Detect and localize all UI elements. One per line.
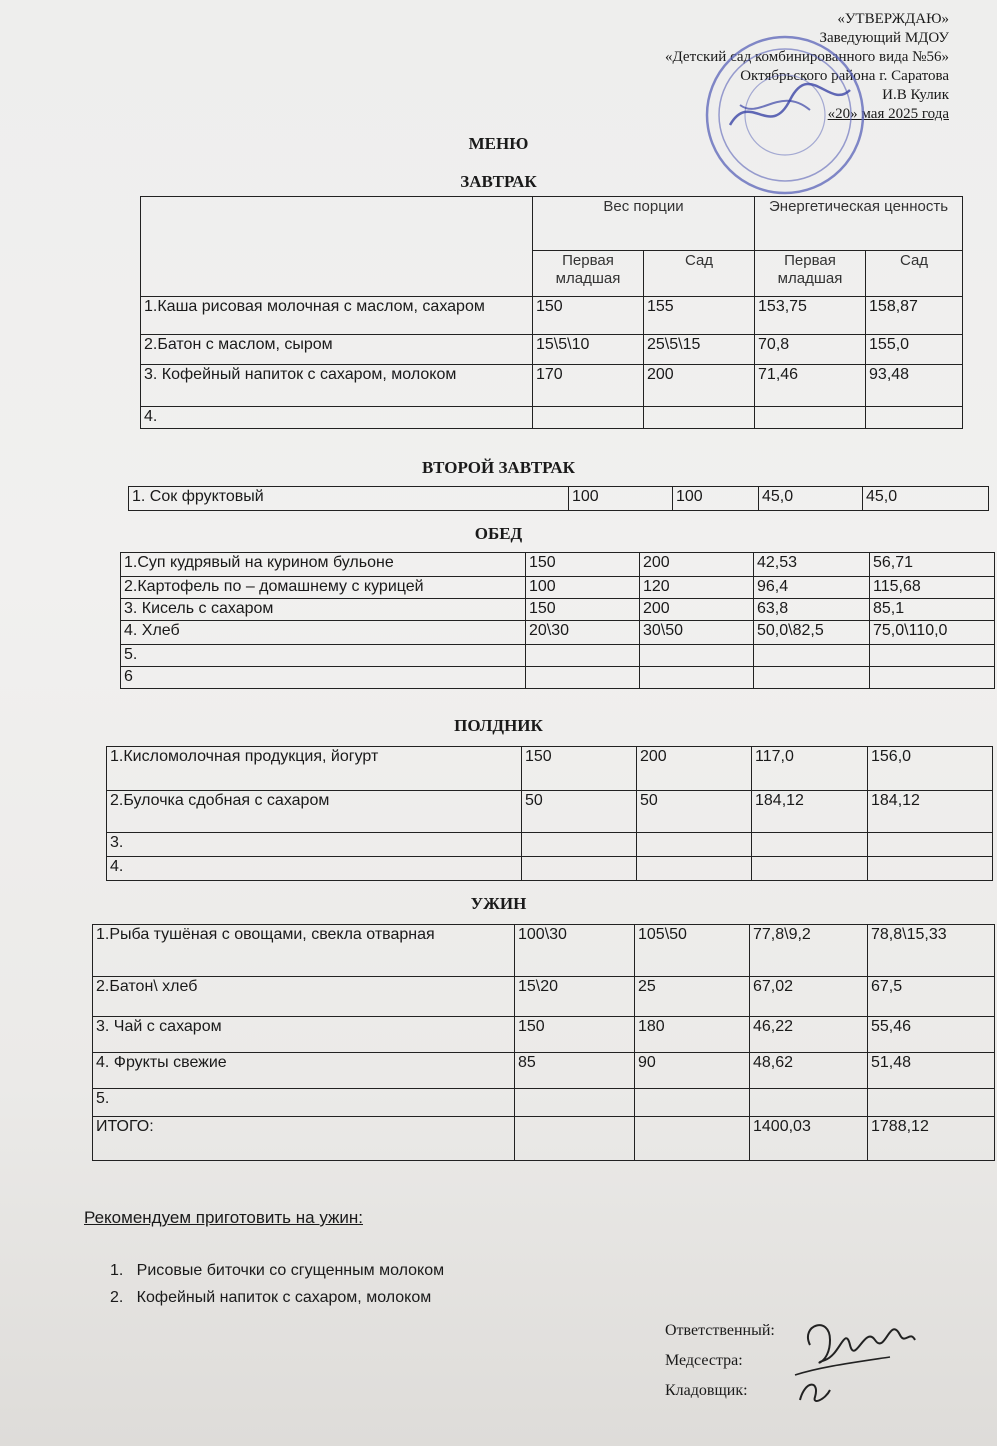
cell-energy-junior: 50,0\82,5 — [754, 621, 870, 645]
cell-dish-name: 4. Хлеб — [121, 621, 526, 645]
cell-weight-junior: 85 — [515, 1053, 635, 1089]
cell-energy-garden: 75,0\110,0 — [870, 621, 995, 645]
cell-energy-junior: 63,8 — [754, 599, 870, 621]
approval-line-1: «УТВЕРЖДАЮ» — [837, 11, 949, 27]
cell-weight-garden: 90 — [635, 1053, 750, 1089]
cell-energy-garden: 78,8\15,33 — [868, 925, 995, 977]
cell-dish-name: 2.Батон\ хлеб — [93, 977, 515, 1017]
cell-dish-name: 3. — [107, 833, 522, 857]
cell-energy-garden: 45,0 — [863, 487, 989, 511]
cell-energy-garden: 51,48 — [868, 1053, 995, 1089]
recommend-item-1: 1. Рисовые биточки со сгущенным молоком — [110, 1262, 445, 1279]
cell-energy-garden: 55,46 — [868, 1017, 995, 1053]
cell-weight-garden: 180 — [635, 1017, 750, 1053]
cell-energy-garden: 67,5 — [868, 977, 995, 1017]
cell-weight-junior — [522, 857, 637, 881]
cell-energy-junior: 117,0 — [752, 747, 868, 791]
cell-weight-junior — [533, 407, 644, 429]
cell-weight-junior: 15\5\10 — [533, 335, 644, 365]
cell-energy-junior — [752, 857, 868, 881]
cell-energy-garden — [866, 407, 963, 429]
cell-energy-junior: 67,02 — [750, 977, 868, 1017]
approval-line-4: Октябрьского района г. Саратова — [740, 68, 949, 84]
cell-energy-garden: 56,71 — [870, 553, 995, 577]
breakfast-title: ЗАВТРАК — [460, 172, 537, 191]
cell-energy-junior: 153,75 — [755, 297, 866, 335]
cell-weight-garden: 100 — [673, 487, 759, 511]
cell-energy-junior: 42,53 — [754, 553, 870, 577]
cell-dish-name: 1.Каша рисовая молочная с маслом, сахаром — [141, 297, 533, 335]
cell-weight-garden: 200 — [640, 599, 754, 621]
cell-dish-name: 2.Булочка сдобная с сахаром — [107, 791, 522, 833]
cell-dish-name: 1.Кисломолочная продукция, йогурт — [107, 747, 522, 791]
cell-weight-junior: 150 — [522, 747, 637, 791]
menu-row — [121, 667, 995, 689]
cell-weight-junior: 150 — [515, 1017, 635, 1053]
cell-weight-garden — [637, 833, 752, 857]
cell-energy-garden: 93,48 — [866, 365, 963, 407]
menu-row — [93, 1089, 995, 1117]
approval-line-2: Заведующий МДОУ — [819, 30, 949, 46]
cell-weight-garden: 200 — [640, 553, 754, 577]
menu-row — [121, 599, 995, 621]
cell-weight-garden: 155 — [644, 297, 755, 335]
cell-energy-junior — [752, 833, 868, 857]
cell-weight-junior — [515, 1117, 635, 1161]
menu-row — [141, 335, 963, 365]
second-breakfast-title: ВТОРОЙ ЗАВТРАК — [422, 458, 575, 477]
lunch-title: ОБЕД — [474, 524, 523, 543]
approval-line-3: «Детский сад комбинированного вида №56» — [665, 49, 949, 65]
header-junior: Первая младшая — [755, 251, 866, 297]
menu-row — [93, 1117, 995, 1161]
cell-weight-junior: 170 — [533, 365, 644, 407]
cell-weight-junior — [526, 667, 640, 689]
cell-dish-name: 1.Суп кудрявый на курином бульоне — [121, 553, 526, 577]
cell-dish-name: 1.Рыба тушёная с овощами, свекла отварная — [93, 925, 515, 977]
cell-energy-garden — [868, 857, 993, 881]
cell-energy-junior: 77,8\9,2 — [750, 925, 868, 977]
menu-row — [129, 487, 989, 511]
cell-energy-garden: 155,0 — [866, 335, 963, 365]
cell-energy-garden — [868, 1089, 995, 1117]
cell-weight-junior — [522, 833, 637, 857]
cell-dish-name: 6 — [121, 667, 526, 689]
cell-energy-garden: 85,1 — [870, 599, 995, 621]
snack-title: ПОЛДНИК — [454, 716, 543, 735]
cell-weight-junior: 100\30 — [515, 925, 635, 977]
cell-dish-name: 4. — [107, 857, 522, 881]
header-weight: Вес порции — [533, 197, 755, 251]
cell-energy-garden: 115,68 — [870, 577, 995, 599]
breakfast-table — [140, 196, 963, 429]
menu-row — [121, 621, 995, 645]
cell-dish-name: ИТОГО: — [93, 1117, 515, 1161]
cell-weight-garden — [635, 1117, 750, 1161]
menu-row — [107, 747, 993, 791]
cell-weight-garden: 25 — [635, 977, 750, 1017]
cell-energy-junior: 71,46 — [755, 365, 866, 407]
cell-weight-junior — [526, 645, 640, 667]
cell-weight-junior: 50 — [522, 791, 637, 833]
second-breakfast-table — [128, 486, 989, 511]
menu-row — [141, 407, 963, 429]
cell-energy-junior: 96,4 — [754, 577, 870, 599]
cell-dish-name: 2.Картофель по – домашнему с курицей — [121, 577, 526, 599]
cell-weight-garden: 30\50 — [640, 621, 754, 645]
cell-weight-garden: 50 — [637, 791, 752, 833]
cell-dish-name: 5. — [93, 1089, 515, 1117]
lunch-table — [120, 552, 995, 689]
menu-title: МЕНЮ — [468, 134, 529, 153]
signature-nurse-label: Медсестра: — [665, 1352, 743, 1369]
cell-weight-garden: 200 — [637, 747, 752, 791]
recommend-item-2: 2. Кофейный напиток с сахаром, молоком — [110, 1289, 432, 1306]
handwritten-signatures — [790, 1305, 930, 1415]
cell-energy-garden: 156,0 — [868, 747, 993, 791]
menu-row — [107, 857, 993, 881]
cell-energy-garden: 158,87 — [866, 297, 963, 335]
cell-dish-name: 5. — [121, 645, 526, 667]
cell-weight-junior: 150 — [526, 599, 640, 621]
menu-row — [93, 977, 995, 1017]
cell-dish-name: 3. Кисель с сахаром — [121, 599, 526, 621]
recommend-title: Рекомендуем приготовить на ужин: — [84, 1208, 363, 1227]
cell-dish-name: 4. Фрукты свежие — [93, 1053, 515, 1089]
cell-energy-garden — [870, 667, 995, 689]
menu-row — [93, 1017, 995, 1053]
header-garden: Сад — [866, 251, 963, 297]
menu-row — [107, 833, 993, 857]
cell-energy-junior: 184,12 — [752, 791, 868, 833]
cell-dish-name: 1. Сок фруктовый — [129, 487, 569, 511]
snack-table — [106, 746, 993, 881]
menu-row — [93, 1053, 995, 1089]
cell-weight-junior: 150 — [533, 297, 644, 335]
cell-weight-junior: 100 — [569, 487, 673, 511]
header-empty-cell — [141, 197, 533, 297]
cell-energy-junior — [754, 667, 870, 689]
cell-weight-garden — [637, 857, 752, 881]
dinner-title: УЖИН — [470, 894, 527, 913]
menu-row — [121, 645, 995, 667]
cell-energy-junior — [750, 1089, 868, 1117]
cell-energy-garden: 1788,12 — [868, 1117, 995, 1161]
header-junior: Первая младшая — [533, 251, 644, 297]
cell-dish-name: 3. Кофейный напиток с сахаром, молоком — [141, 365, 533, 407]
cell-weight-garden: 105\50 — [635, 925, 750, 977]
cell-weight-garden — [635, 1089, 750, 1117]
cell-dish-name: 2.Батон с маслом, сыром — [141, 335, 533, 365]
menu-row — [141, 297, 963, 335]
cell-weight-junior: 20\30 — [526, 621, 640, 645]
dinner-table — [92, 924, 995, 1161]
approval-line-5: И.В Кулик — [882, 87, 949, 103]
menu-row — [121, 577, 995, 599]
cell-energy-garden — [870, 645, 995, 667]
header-energy: Энергетическая ценность — [755, 197, 963, 251]
cell-weight-garden: 120 — [640, 577, 754, 599]
menu-row — [107, 791, 993, 833]
cell-energy-junior: 48,62 — [750, 1053, 868, 1089]
cell-energy-junior — [755, 407, 866, 429]
cell-weight-garden — [644, 407, 755, 429]
cell-weight-junior — [515, 1089, 635, 1117]
cell-weight-junior: 15\20 — [515, 977, 635, 1017]
cell-weight-garden: 200 — [644, 365, 755, 407]
signature-storekeeper-label: Кладовщик: — [665, 1382, 748, 1399]
cell-dish-name: 3. Чай с сахаром — [93, 1017, 515, 1053]
cell-weight-garden — [640, 645, 754, 667]
menu-row — [121, 553, 995, 577]
cell-weight-garden — [640, 667, 754, 689]
approval-date: «20» мая 2025 года — [827, 106, 949, 122]
cell-energy-junior: 45,0 — [759, 487, 863, 511]
menu-row — [93, 925, 995, 977]
menu-row — [141, 365, 963, 407]
signature-responsible-label: Ответственный: — [665, 1322, 775, 1339]
cell-energy-junior: 1400,03 — [750, 1117, 868, 1161]
cell-energy-garden — [868, 833, 993, 857]
cell-dish-name: 4. — [141, 407, 533, 429]
header-garden: Сад — [644, 251, 755, 297]
cell-energy-junior: 70,8 — [755, 335, 866, 365]
cell-energy-junior — [754, 645, 870, 667]
cell-energy-junior: 46,22 — [750, 1017, 868, 1053]
cell-weight-garden: 25\5\15 — [644, 335, 755, 365]
cell-weight-junior: 150 — [526, 553, 640, 577]
cell-energy-garden: 184,12 — [868, 791, 993, 833]
cell-weight-junior: 100 — [526, 577, 640, 599]
